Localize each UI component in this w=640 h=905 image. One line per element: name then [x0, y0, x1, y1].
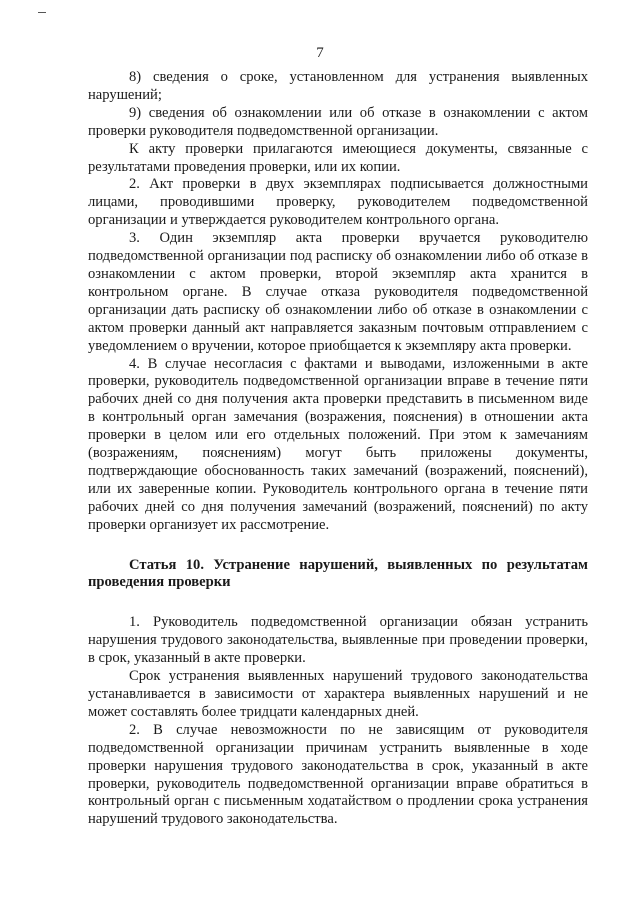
page-number: 7 [316, 45, 324, 61]
document-body [88, 69, 588, 829]
paragraph-article10-clause-2: 2. В случае невозможности по не зависящим от руководителя подведомственной организации причинам устранить выявленные в ходе проверки нарушения трудового законодательства в срок, указанный в акте проверки, руководитель подведомственной организации вправе обратиться в контрольный орган с письменным ходатайством о продлении срока устранения нарушений трудового законодательства. [88, 721, 588, 828]
paragraph-article10-clause-1: 1. Руководитель подведомственной организации обязан устранить нарушения трудового законодательства, выявленные при проведении проверки, в срок, указанный в акте проверки. [88, 614, 588, 667]
paragraph-clause-3: 3. Один экземпляр акта проверки вручается руководителю подведомственной организации под расписку об ознакомлении либо об отказе в ознакомлении с актом проверки, второй экземпляр акта хранится в контрольном органе. В случае отказа руководителя подведомственной организации дать расписку об ознакомлении либо об отказе в ознакомлении с актом проверки данный акт направляется заказным почтовым отправлением с уведомлением о вручении, которое приобщается к экземпляру акта проверки. [88, 230, 588, 354]
paragraph-item-9: 9) сведения об ознакомлении или об отказе в ознакомлении с актом проверки руководителя подведомственной организации. [88, 104, 588, 139]
paragraph-clause-4: 4. В случае несогласия с фактами и выводами, изложенными в акте проверки, руководитель подведомственной организации вправе в течение пяти рабочих дней со дня получения акта проверки представить в письменном виде в контрольный орган замечания (возражения, пояснения) в отношении акта проверки в целом или его отдельных положений. При этом к замечаниям (возражениям, пояснениям) могут быть приложены документы, подтверждающие обоснованность таких замечаний (возражений, пояснений), или их заверенные копии. Руководитель контрольного органа в течение пяти рабочих дней со дня получения замечаний (возражений, пояснений) по акту проверки организует их рассмотрение. [88, 355, 588, 533]
paragraph-article10-deadline: Срок устранения выявленных нарушений трудового законодательства устанавливается в зависимости от характера выявленных нарушений и не может составлять более тридцати календарных дней. [88, 668, 588, 720]
corner-scan-mark [38, 12, 46, 13]
paragraph-item-8: 8) сведения о сроке, установленном для устранения выявленных нарушений; [88, 69, 588, 103]
paragraph-clause-2: 2. Акт проверки в двух экземплярах подписывается должностными лицами, проводившими проверку, руководителем подведомственной организации и утверждается руководителем контрольного органа. [88, 176, 588, 229]
article-10-heading: Статья 10. Устранение нарушений, выявленных по результатам проведения проверки [88, 556, 588, 591]
paragraph-attachments: К акту проверки прилагаются имеющиеся документы, связанные с результатами проведения проверки, или их копии. [88, 140, 588, 175]
